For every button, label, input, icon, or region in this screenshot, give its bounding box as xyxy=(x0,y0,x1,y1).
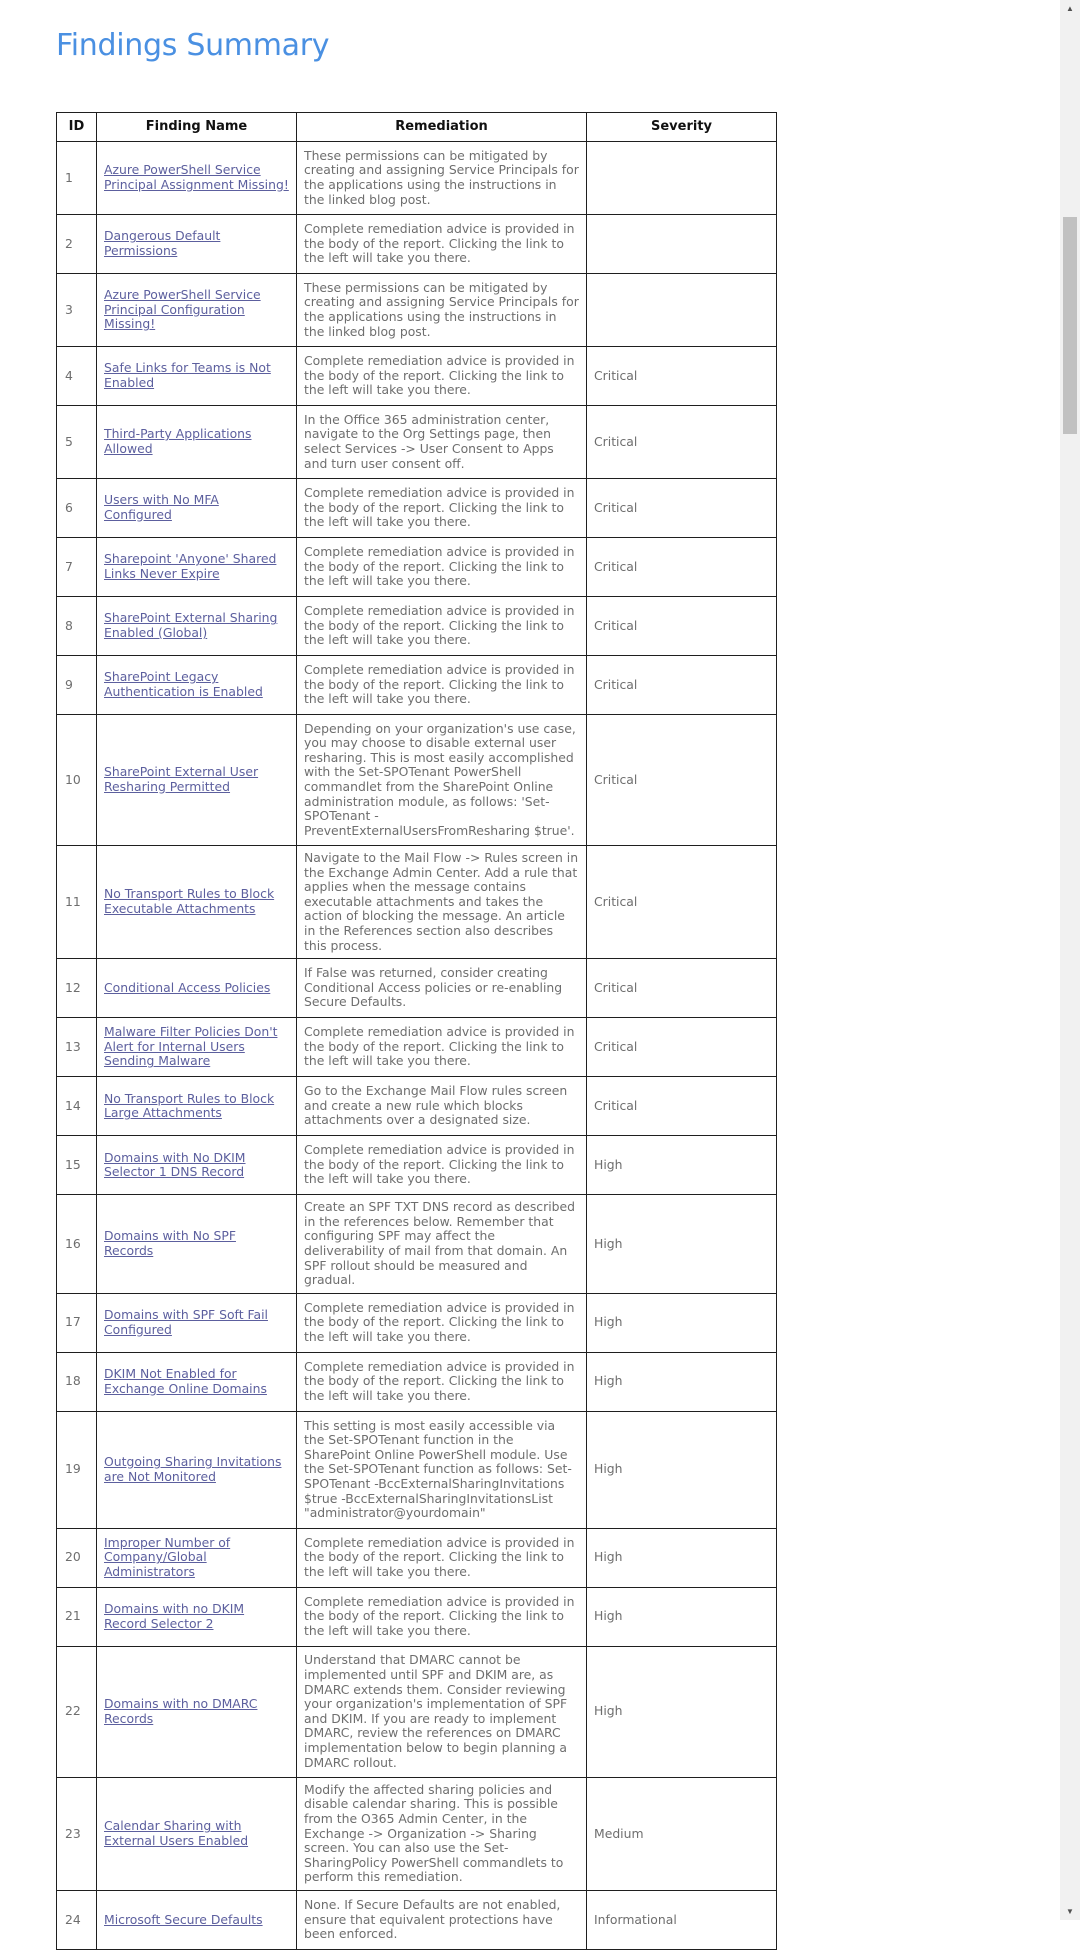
severity-cell: Critical xyxy=(587,656,777,715)
remediation-cell: Complete remediation advice is provided in the body of the report. Clicking the link to the left will take you there. xyxy=(297,656,587,715)
finding-link[interactable]: SharePoint External User Resharing Permitted xyxy=(104,764,259,794)
remediation-cell: In the Office 365 administration center, navigate to the Org Settings page, then select Services -> User Consent to Apps and turn user consent off. xyxy=(297,406,587,479)
severity-cell: Critical xyxy=(587,715,777,846)
finding-name-cell xyxy=(97,959,297,1018)
table-row xyxy=(57,1352,777,1411)
finding-name-cell xyxy=(97,846,297,959)
severity-cell: High xyxy=(587,1646,777,1777)
table-row xyxy=(57,1195,777,1294)
table-row xyxy=(57,538,777,597)
finding-name-cell xyxy=(97,274,297,347)
table-row xyxy=(57,215,777,274)
finding-name-cell xyxy=(97,1587,297,1646)
table-row xyxy=(57,656,777,715)
severity-cell: High xyxy=(587,1195,777,1294)
finding-id: 17 xyxy=(57,1293,97,1352)
table-row xyxy=(57,1293,777,1352)
finding-link[interactable]: Users with No MFA Configured xyxy=(104,492,219,522)
severity-cell xyxy=(587,274,777,347)
finding-name-cell xyxy=(97,656,297,715)
finding-id: 24 xyxy=(57,1890,97,1949)
finding-id: 2 xyxy=(57,215,97,274)
severity-cell: Critical xyxy=(587,959,777,1018)
findings-table xyxy=(56,112,777,1950)
severity-cell xyxy=(587,215,777,274)
table-row xyxy=(57,406,777,479)
remediation-cell: Complete remediation advice is provided in the body of the report. Clicking the link to the left will take you there. xyxy=(297,538,587,597)
finding-id: 10 xyxy=(57,715,97,846)
finding-id: 18 xyxy=(57,1352,97,1411)
table-row xyxy=(57,479,777,538)
finding-link[interactable]: Dangerous Default Permissions xyxy=(104,228,221,258)
severity-cell: Medium xyxy=(587,1777,777,1890)
remediation-cell: If False was returned, consider creating Conditional Access policies or re-enabling Secure Defaults. xyxy=(297,959,587,1018)
finding-name-cell xyxy=(97,1777,297,1890)
finding-id: 23 xyxy=(57,1777,97,1890)
severity-cell: Critical xyxy=(587,597,777,656)
finding-id: 21 xyxy=(57,1587,97,1646)
finding-name-cell xyxy=(97,715,297,846)
finding-link[interactable]: Domains with no DMARC Records xyxy=(104,1696,258,1726)
finding-id: 7 xyxy=(57,538,97,597)
remediation-cell: Depending on your organization's use case, you may choose to disable external user resharing. This is most easily accomplished with the Set-SPOTenant PowerShell commandlet from the SharePoint Online administration module, as follows: 'Set-SPOTenant -PreventExternalUsersFromResharing $true'. xyxy=(297,715,587,846)
finding-link[interactable]: Conditional Access Policies xyxy=(104,979,271,995)
scroll-down-arrow-icon[interactable]: ▼ xyxy=(1066,1907,1074,1916)
finding-id: 13 xyxy=(57,1018,97,1077)
table-row xyxy=(57,274,777,347)
finding-name-cell xyxy=(97,1195,297,1294)
finding-name-cell xyxy=(97,347,297,406)
finding-link[interactable]: Outgoing Sharing Invitations are Not Monitored xyxy=(104,1454,282,1484)
finding-name-cell xyxy=(97,1528,297,1587)
page-title: Findings Summary xyxy=(56,28,330,63)
severity-cell: High xyxy=(587,1352,777,1411)
table-row xyxy=(57,347,777,406)
severity-cell: High xyxy=(587,1136,777,1195)
finding-id: 14 xyxy=(57,1077,97,1136)
finding-id: 3 xyxy=(57,274,97,347)
finding-link[interactable]: DKIM Not Enabled for Exchange Online Domains xyxy=(104,1366,267,1396)
finding-link[interactable]: SharePoint External Sharing Enabled (Global) xyxy=(104,610,278,640)
header-id: ID xyxy=(57,113,97,142)
finding-name-cell xyxy=(97,1646,297,1777)
header-severity: Severity xyxy=(587,113,777,142)
severity-cell: Informational xyxy=(587,1890,777,1949)
finding-link[interactable]: No Transport Rules to Block Large Attachments xyxy=(104,1090,275,1121)
finding-link[interactable]: Third-Party Applications Allowed xyxy=(104,426,252,456)
table-row xyxy=(57,1777,777,1890)
header-finding-name: Finding Name xyxy=(97,113,297,142)
remediation-cell: Understand that DMARC cannot be implemented until SPF and DKIM are, as DMARC extends them. Consider reviewing your organization's implementation of SPF and DKIM. If you are ready to implement DMARC, review the references on DMARC implementation below to begin planning a DMARC rollout. xyxy=(297,1646,587,1777)
finding-id: 16 xyxy=(57,1195,97,1294)
finding-link[interactable]: Domains with No SPF Records xyxy=(104,1228,236,1258)
table-row xyxy=(57,597,777,656)
finding-name-cell xyxy=(97,215,297,274)
table-row xyxy=(57,959,777,1018)
finding-link[interactable]: Safe Links for Teams is Not Enabled xyxy=(104,360,271,390)
finding-id: 1 xyxy=(57,142,97,215)
finding-link[interactable]: Improper Number of Company/Global Administrators xyxy=(104,1534,231,1580)
scroll-up-arrow-icon[interactable]: ▲ xyxy=(1066,4,1074,13)
severity-cell: Critical xyxy=(587,347,777,406)
remediation-cell: Complete remediation advice is provided in the body of the report. Clicking the link to the left will take you there. xyxy=(297,1528,587,1587)
table-row xyxy=(57,1077,777,1136)
remediation-cell: These permissions can be mitigated by creating and assigning Service Principals for the applications using the instructions in the linked blog post. xyxy=(297,274,587,347)
vertical-scrollbar[interactable] xyxy=(1060,0,1080,1920)
finding-link[interactable]: Domains with SPF Soft Fail Configured xyxy=(104,1307,268,1337)
finding-link[interactable]: Malware Filter Policies Don't Alert for Internal Users Sending Malware xyxy=(104,1024,278,1069)
finding-id: 5 xyxy=(57,406,97,479)
table-row xyxy=(57,1136,777,1195)
finding-id: 12 xyxy=(57,959,97,1018)
severity-cell: Critical xyxy=(587,1018,777,1077)
finding-name-cell xyxy=(97,538,297,597)
severity-cell: High xyxy=(587,1528,777,1587)
finding-link[interactable]: Azure PowerShell Service Principal Configuration Missing! xyxy=(104,287,261,332)
finding-name-cell xyxy=(97,479,297,538)
finding-name-cell xyxy=(97,1136,297,1195)
severity-cell: Critical xyxy=(587,846,777,959)
remediation-cell: Complete remediation advice is provided in the body of the report. Clicking the link to the left will take you there. xyxy=(297,1293,587,1352)
remediation-cell: This setting is most easily accessible via the Set-SPOTenant function in the SharePoint Online PowerShell module. Use the Set-SPOTenant function as follows: Set-SPOTenant -BccExternalSharingInvitations $true -BccExternalSharingInvitationsList "administrator@yourdomain" xyxy=(297,1411,587,1528)
finding-id: 6 xyxy=(57,479,97,538)
finding-link[interactable]: Microsoft Secure Defaults xyxy=(104,1911,263,1927)
finding-name-cell xyxy=(97,1077,297,1136)
finding-link[interactable]: Domains with no DKIM Record Selector 2 xyxy=(104,1601,245,1631)
severity-cell: Critical xyxy=(587,406,777,479)
finding-name-cell xyxy=(97,1411,297,1528)
finding-name-cell xyxy=(97,597,297,656)
remediation-cell: Complete remediation advice is provided in the body of the report. Clicking the link to the left will take you there. xyxy=(297,597,587,656)
finding-link[interactable]: Sharepoint 'Anyone' Shared Links Never Expire xyxy=(104,551,277,581)
finding-id: 11 xyxy=(57,846,97,959)
remediation-cell: Create an SPF TXT DNS record as described in the references below. Remember that configuring SPF may affect the deliverability of mail from that domain. An SPF rollout should be measured and gradual. xyxy=(297,1195,587,1294)
header-remediation: Remediation xyxy=(297,113,587,142)
remediation-cell: Navigate to the Mail Flow -> Rules screen in the Exchange Admin Center. Add a rule that applies when the message contains executable attachments and takes the action of blocking the message. An article in the References section also describes this process. xyxy=(297,846,587,959)
severity-cell: Critical xyxy=(587,538,777,597)
severity-cell: High xyxy=(587,1411,777,1528)
finding-name-cell xyxy=(97,142,297,215)
table-row xyxy=(57,1528,777,1587)
table-header-row xyxy=(57,113,777,142)
finding-link[interactable]: Calendar Sharing with External Users Enabled xyxy=(104,1818,249,1848)
remediation-cell: Complete remediation advice is provided in the body of the report. Clicking the link to the left will take you there. xyxy=(297,1136,587,1195)
table-row xyxy=(57,1018,777,1077)
finding-id: 4 xyxy=(57,347,97,406)
remediation-cell: Complete remediation advice is provided in the body of the report. Clicking the link to the left will take you there. xyxy=(297,347,587,406)
remediation-cell: Modify the affected sharing policies and disable calendar sharing. This is possible from the O365 Admin Center, in the Exchange -> Organization -> Sharing screen. You can also use the Set-SharingPolicy PowerShell commandlets to perform this remediation. xyxy=(297,1777,587,1890)
finding-link[interactable]: Azure PowerShell Service Principal Assignment Missing! xyxy=(104,162,289,192)
finding-name-cell xyxy=(97,1018,297,1077)
severity-cell: High xyxy=(587,1587,777,1646)
remediation-cell: Complete remediation advice is provided in the body of the report. Clicking the link to the left will take you there. xyxy=(297,1018,587,1077)
finding-id: 9 xyxy=(57,656,97,715)
finding-id: 19 xyxy=(57,1411,97,1528)
remediation-cell: These permissions can be mitigated by creating and assigning Service Principals for the applications using the instructions in the linked blog post. xyxy=(297,142,587,215)
severity-cell xyxy=(587,142,777,215)
finding-name-cell xyxy=(97,1293,297,1352)
finding-name-cell xyxy=(97,1352,297,1411)
remediation-cell: Complete remediation advice is provided in the body of the report. Clicking the link to the left will take you there. xyxy=(297,1352,587,1411)
finding-name-cell xyxy=(97,406,297,479)
remediation-cell: Go to the Exchange Mail Flow rules screen and create a new rule which blocks attachments over a designated size. xyxy=(297,1077,587,1136)
remediation-cell: Complete remediation advice is provided in the body of the report. Clicking the link to the left will take you there. xyxy=(297,1587,587,1646)
severity-cell: High xyxy=(587,1293,777,1352)
severity-cell: Critical xyxy=(587,1077,777,1136)
table-row xyxy=(57,1646,777,1777)
scrollbar-thumb[interactable] xyxy=(1063,217,1077,434)
finding-link[interactable]: No Transport Rules to Block Executable Attachments xyxy=(104,886,275,917)
remediation-cell: Complete remediation advice is provided in the body of the report. Clicking the link to the left will take you there. xyxy=(297,479,587,538)
finding-id: 20 xyxy=(57,1528,97,1587)
table-row xyxy=(57,142,777,215)
table-row xyxy=(57,1411,777,1528)
severity-cell: Critical xyxy=(587,479,777,538)
finding-link[interactable]: Domains with No DKIM Selector 1 DNS Record xyxy=(104,1149,246,1180)
finding-link[interactable]: SharePoint Legacy Authentication is Enabled xyxy=(104,669,263,699)
remediation-cell: None. If Secure Defaults are not enabled, ensure that equivalent protections have been enforced. xyxy=(297,1890,587,1949)
table-row xyxy=(57,846,777,959)
finding-id: 8 xyxy=(57,597,97,656)
table-row xyxy=(57,1587,777,1646)
remediation-cell: Complete remediation advice is provided in the body of the report. Clicking the link to the left will take you there. xyxy=(297,215,587,274)
finding-id: 15 xyxy=(57,1136,97,1195)
table-row xyxy=(57,715,777,846)
finding-id: 22 xyxy=(57,1646,97,1777)
